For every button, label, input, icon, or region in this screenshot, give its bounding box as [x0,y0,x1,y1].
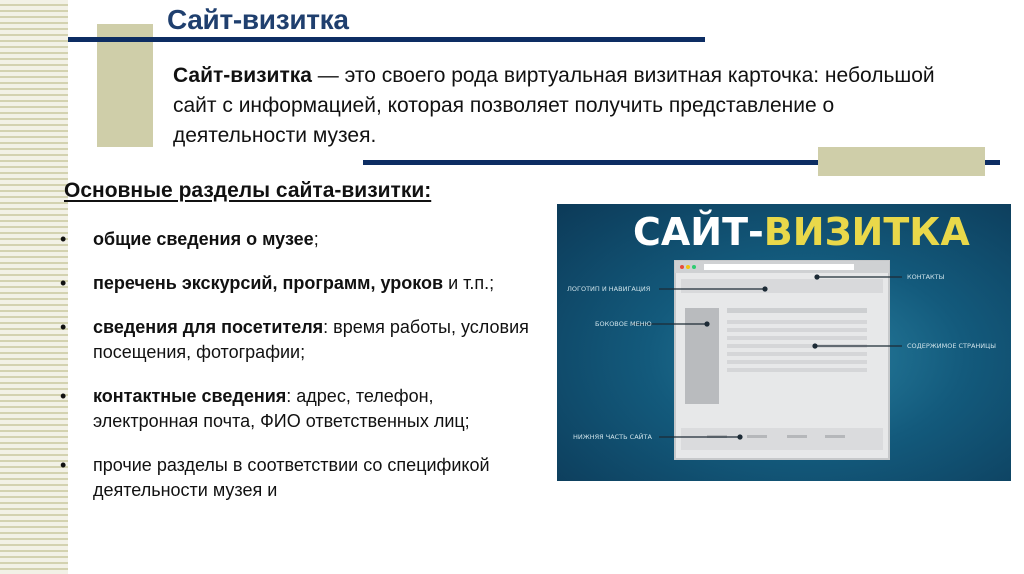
bullet-icon: • [60,455,67,475]
sections-heading: Основные разделы сайта-визитки: [64,179,432,202]
item-text: и т.п.; [443,273,495,293]
website-diagram-image [557,204,1011,481]
intro-text: — это своего рода виртуальная визитная карточка: небольшой сайт с информацией, которая позволяет получить представление о деятельности музея. [173,64,935,147]
label-page-content: СОДЕРЖИМОЕ СТРАНИЦЫ [907,342,996,350]
decorative-side-stripes [0,0,68,574]
website-diagram-svg [557,204,1011,481]
bullet-icon: • [60,317,67,337]
image-heading-yellow: ВИЗИТКА [763,210,970,254]
image-heading-white: САЙТ- [633,210,764,254]
list-item [60,227,540,252]
label-footer: НИЖНЯЯ ЧАСТЬ САЙТА [573,433,652,441]
item-text: ; [313,229,319,249]
bullet-icon: • [60,386,67,406]
label-logo-nav: ЛОГОТИП И НАВИГАЦИЯ [567,285,651,293]
bullet-icon: • [60,273,67,293]
browser-mockup [675,261,889,459]
label-contacts: КОНТАКТЫ [907,273,945,281]
item-bold: общие сведения о музее [93,229,314,249]
list-item [60,384,540,434]
list-item [60,271,540,296]
label-side-menu: БОКОВОЕ МЕНЮ [595,320,652,328]
item-text: : адрес, телефон, электронная почта, ФИО ответственных лиц; [93,386,470,431]
title-rule [68,37,705,42]
item-text: прочие разделы в соответствии со спецификой деятельности музея и [93,455,490,500]
slide-title: Сайт-визитка [167,4,349,35]
list-item [60,315,540,365]
decorative-olive-block [97,24,153,147]
item-text: : время работы, условия посещения, фотографии; [93,317,529,362]
item-bold: перечень экскурсий, программ, уроков [93,273,444,293]
bullet-icon: • [60,229,67,249]
sections-list [60,227,540,522]
decorative-olive-bar [818,147,985,176]
image-heading [633,210,970,254]
item-bold: сведения для посетителя [93,317,324,337]
item-bold: контактные сведения [93,386,287,406]
intro-paragraph [173,61,973,151]
intro-term: Сайт-визитка [173,64,312,87]
list-item [60,453,540,503]
